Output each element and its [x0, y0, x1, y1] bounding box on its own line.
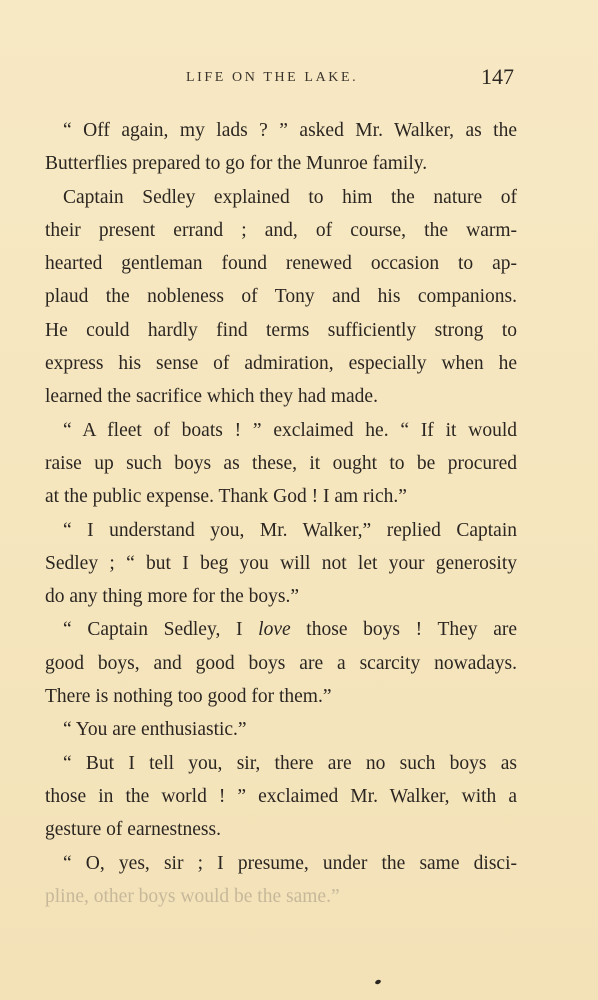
- text-line: He could hardly find terms sufficiently strong to: [45, 319, 517, 341]
- text-line: “ I understand you, Mr. Walker,” replied Captain: [63, 519, 517, 541]
- text-line: hearted gentleman found renewed occasion to ap-: [45, 253, 517, 275]
- text-line: good boys, and good boys are a scarcity nowadays.: [45, 652, 517, 674]
- text-line: “ Captain Sedley, I love those boys ! They are: [63, 619, 517, 641]
- text-line: Captain Sedley explained to him the nature of: [63, 186, 517, 208]
- text-line: “ Off again, my lads ? ” asked Mr. Walker, as the: [63, 120, 517, 141]
- text-line: Butterflies prepared to go for the Munroe family.: [45, 153, 428, 175]
- text-line: learned the sacrifice which they had made.: [45, 386, 378, 408]
- text-line: “ A fleet of boats ! ” exclaimed he. “ If it would: [63, 419, 517, 441]
- text-line: their present errand ; and, of course, the warm-: [45, 219, 517, 241]
- running-header: [0, 66, 598, 92]
- text-line: raise up such boys as these, it ought to be procured: [45, 452, 517, 474]
- text-line: at the public expense. Thank God ! I am rich.”: [45, 486, 407, 508]
- text-line: do any thing more for the boys.”: [45, 586, 299, 608]
- text-line: There is nothing too good for them.”: [45, 686, 332, 708]
- text-line: pline, other boys would be the same.”: [45, 885, 340, 907]
- page-number: 147: [481, 64, 514, 89]
- text-line: gesture of earnestness.: [45, 819, 221, 841]
- text-line: “ You are enthusiastic.”: [63, 719, 247, 741]
- text-line: plaud the nobleness of Tony and his companions.: [45, 286, 517, 308]
- text-line: “ But I tell you, sir, there are no such boys as: [63, 752, 517, 774]
- ink-mark: [374, 979, 381, 985]
- text-line: Sedley ; “ but I beg you will not let your generosity: [45, 552, 517, 574]
- text-line: “ O, yes, sir ; I presume, under the same disci-: [63, 852, 517, 874]
- body-text: [45, 114, 517, 913]
- text-line: those in the world ! ” exclaimed Mr. Walker, with a: [45, 785, 517, 807]
- text-line: express his sense of admiration, especially when he: [45, 353, 517, 375]
- running-title: LIFE ON THE LAKE.: [186, 70, 359, 85]
